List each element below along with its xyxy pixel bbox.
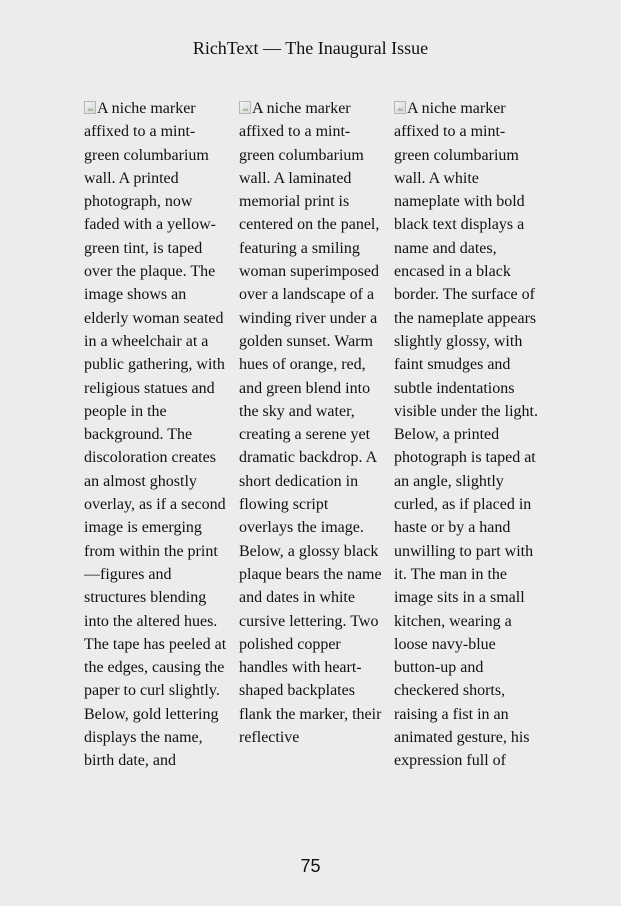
running-header: RichText — The Inaugural Issue (192, 38, 429, 58)
image-alt-text: A niche marker affixed to a mint-green columbarium wall. A white nameplate with bold black text displays a name and dates, encased in a black border. The surface of the nameplate appears slightly glossy, with faint smudges and subtle indentations visible under the light. Below, a printed photograph is taped at an angle, slightly curled, as if placed in haste or by a hand unwilling to part with it. The man in the image sits in a small kitchen, wearing a loose navy-blue button-up and checkered shorts, raising a fist in an animated gesture, his expression full of (394, 100, 538, 770)
column-3 (394, 97, 540, 826)
column-1 (84, 97, 230, 826)
broken-image-icon (239, 101, 251, 114)
text-columns (84, 97, 544, 826)
broken-image-icon (84, 101, 96, 114)
column-2 (239, 97, 385, 826)
page-number: 75 (300, 856, 321, 876)
column-paragraph (394, 97, 540, 773)
image-alt-text: A niche marker affixed to a mint-green columbarium wall. A printed photograph, now faded with a yellow-green tint, is taped over the plaque. The image shows an elderly woman seated in a wheelchair at a public gathering, with religious statues and people in the background. The discoloration creates an almost ghostly overlay, as if a second image is emerging from within the print—figures and structures blending into the altered hues. The tape has peeled at the edges, causing the paper to curl slightly. Below, gold lettering displays the name, birth date, and (84, 100, 227, 770)
broken-image-icon (394, 101, 406, 114)
column-paragraph (239, 97, 385, 749)
image-alt-text: A niche marker affixed to a mint-green columbarium wall. A laminated memorial print is centered on the panel, featuring a smiling woman superimposed over a landscape of a winding river under a golden sunset. Warm hues of orange, red, and green blend into the sky and water, creating a serene yet dramatic backdrop. A short dedication in flowing script overlays the image. Below, a glossy black plaque bears the name and dates in white cursive lettering. Two polished copper handles with heart-shaped backplates flank the marker, their reflective (239, 100, 382, 747)
column-paragraph (84, 97, 230, 773)
